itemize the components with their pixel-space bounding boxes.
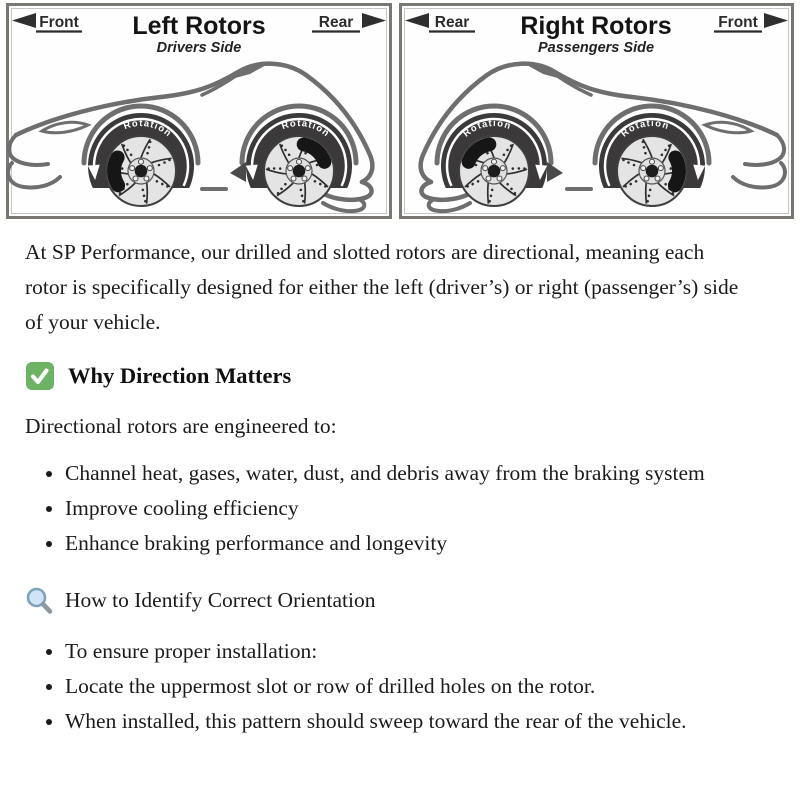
list-item: • When installed, this pattern should sweep toward the rear of the vehicle. [65, 704, 755, 739]
svg-text:Front: Front [39, 14, 79, 31]
engineered-intro: Directional rotors are engineered to: [25, 414, 337, 438]
list-item: • Channel heat, gases, water, dust, and debris away from the braking system [65, 456, 755, 491]
orientation-list [25, 634, 776, 739]
rotation-label: Rotation [122, 118, 174, 140]
magnifier-icon [25, 586, 54, 616]
section-title: How to Identify Correct Orientation [65, 588, 376, 612]
svg-text:Front: Front [718, 14, 758, 31]
rotation-label: Rotation [619, 118, 671, 140]
section-title: Why Direction Matters [68, 363, 292, 388]
svg-text:Rear: Rear [318, 14, 354, 31]
list-item: • Locate the uppermost slot or row of drilled holes on the rotor. [65, 669, 755, 704]
article-content [0, 235, 800, 739]
left-rotors-panel [8, 5, 391, 218]
diagram-svg [0, 0, 800, 222]
right-rotors-panel [401, 5, 793, 218]
section-heading-identify [25, 583, 776, 618]
rotation-label: Rotation [280, 118, 332, 140]
rotation-label: Rotation [461, 118, 513, 140]
panel-subtitle: Drivers Side [156, 40, 242, 56]
panel-subtitle: Passengers Side [537, 40, 655, 56]
svg-text:Rear: Rear [434, 14, 470, 31]
panel-title: Right Rotors [520, 12, 672, 40]
panel-title: Left Rotors [132, 12, 266, 40]
rotor-direction-diagram [0, 0, 800, 222]
check-icon [25, 361, 55, 391]
benefits-list [25, 456, 776, 561]
intro-paragraph: At SP Performance, our drilled and slotted rotors are directional, meaning each rotor is specifically designed for either the left (driver’s) or right (passenger’s) side of your vehicle. [25, 240, 739, 334]
list-item: • To ensure proper installation: [65, 634, 755, 669]
list-item: • Improve cooling efficiency [65, 491, 755, 526]
section-heading-why [25, 358, 776, 393]
list-item: • Enhance braking performance and longevity [65, 526, 755, 561]
